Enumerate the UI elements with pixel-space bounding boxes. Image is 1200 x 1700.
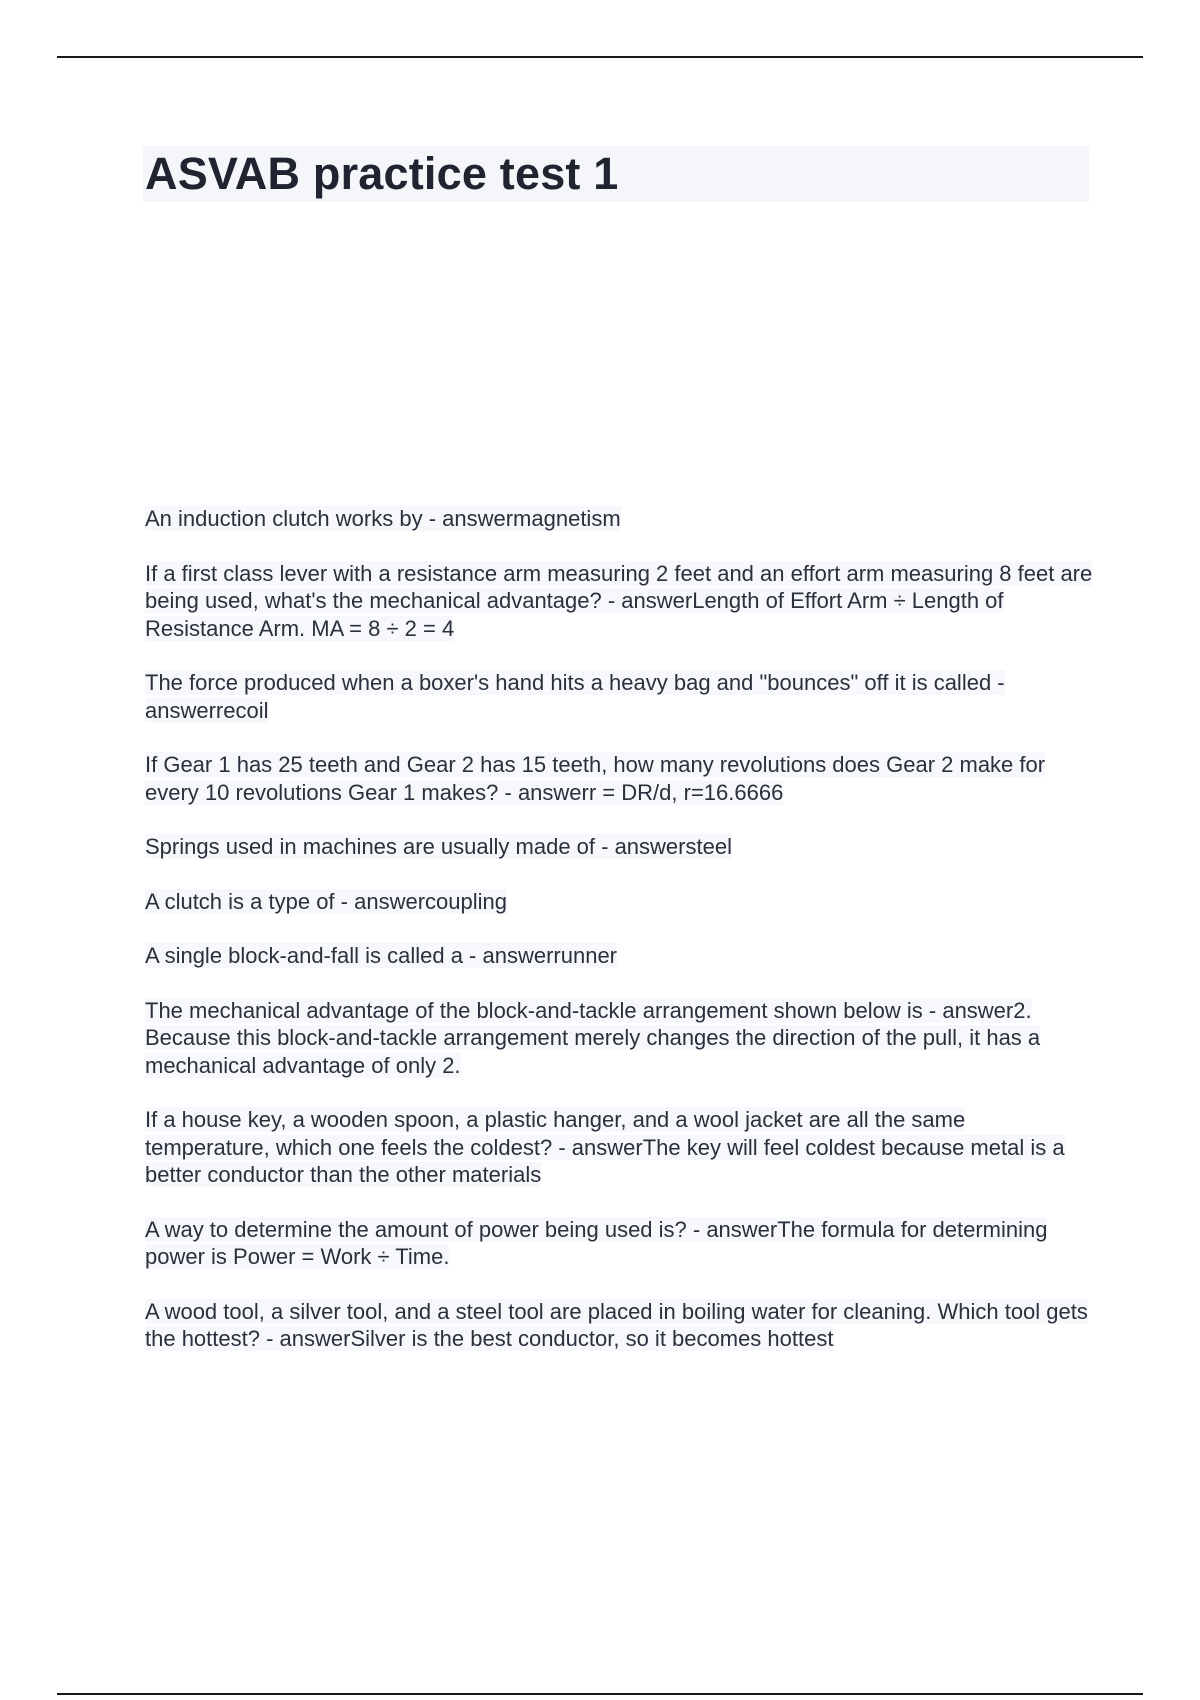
question-text: A single block-and-fall is called a - answerrunner (145, 943, 618, 968)
bottom-rule (57, 1693, 1143, 1695)
question-text: The mechanical advantage of the block-and-tackle arrangement shown below is - answer2. Because this block-and-tackle arrangement merely changes the direction of the pull, it has a mechanical advantage of only 2. (145, 997, 1041, 1078)
question-text: A clutch is a type of - answercoupling (145, 888, 507, 914)
question-item (145, 1216, 1095, 1271)
question-item (145, 942, 1095, 970)
top-rule (57, 56, 1143, 58)
question-text: Springs used in machines are usually made of - answersteel (145, 834, 732, 859)
question-text: An induction clutch works by - answermagnetism (145, 506, 621, 531)
question-item (145, 505, 1095, 533)
question-text: The force produced when a boxer's hand hits a heavy bag and "bounces" off it is called - answerrecoil (145, 670, 1005, 723)
question-item (145, 751, 1095, 806)
question-item (145, 1298, 1095, 1353)
question-item (145, 560, 1095, 643)
question-item (145, 997, 1095, 1080)
document-title: ASVAB practice test 1 (145, 148, 619, 199)
question-text: A way to determine the amount of power being used is? - answerThe formula for determining power is Power = Work ÷ Time. (145, 1216, 1048, 1269)
question-list (145, 505, 1095, 1380)
question-text: A wood tool, a silver tool, and a steel tool are placed in boiling water for cleaning. Which tool gets the hottest? - answerSilver is the best conductor, so it becomes hottest (145, 1298, 1088, 1351)
question-item (145, 833, 1095, 861)
question-item (145, 888, 1095, 916)
question-item (145, 1106, 1095, 1189)
question-text: If a house key, a wooden spoon, a plastic hanger, and a wool jacket are all the same temperature, which one feels the coldest? - answerThe key will feel coldest because metal is a better conductor than the other materials (145, 1107, 1065, 1187)
question-text: If a first class lever with a resistance arm measuring 2 feet and an effort arm measuring 8 feet are being used, what's the mechanical advantage? - answerLength of Effort Arm ÷ Length of Resistance Arm. MA = 8 ÷ 2 = 4 (145, 560, 1093, 641)
question-text: If Gear 1 has 25 teeth and Gear 2 has 15 teeth, how many revolutions does Gear 2 make for every 10 revolutions Gear 1 makes? - answerr = DR/d, r=16.6666 (145, 752, 1046, 805)
question-item (145, 669, 1095, 724)
